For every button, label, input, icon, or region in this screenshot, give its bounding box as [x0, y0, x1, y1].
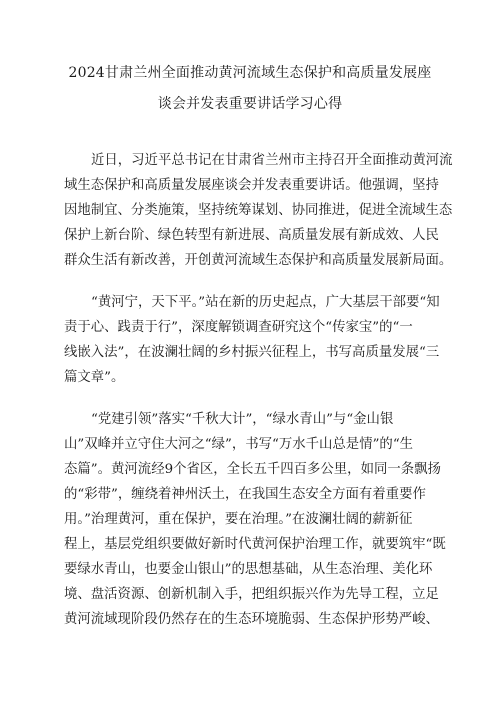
paragraph-1-line-1: 近日，习近平总书记在甘肃省兰州市主持召开全面推动黄河流 — [91, 153, 453, 168]
paragraph-3-line-2: 山”双峰并立守住大河之“绿”，书写“万水千山总是情”的“生 — [64, 437, 414, 452]
paragraph-2-line-2: 责于心、践责于行”，深度解锁调查研究这个“传家宝”的“一 — [64, 320, 413, 335]
paragraph-3-line-6: 程上，基层党组织要做好新时代黄河保护治理工作，就要筑牢“既 — [64, 537, 446, 552]
paragraph-1-line-2: 域生态保护和高质量发展座谈会并发表重要讲话。他强调，坚持 — [64, 178, 439, 193]
paragraph-3-line-9: 黄河流域现阶段仍然存在的生态环境脆弱、生态保护形势严峻、 — [64, 612, 439, 627]
paragraph-3-line-4: 的“彩带”，缠绕着神州沃土，在我国生态安全方面有着重要作 — [64, 487, 426, 502]
paragraph-1-line-3: 因地制宜、分类施策，坚持统筹谋划、协同推进，促进全流域生态 — [64, 203, 453, 218]
paragraph-2-line-1: “黄河宁，天下平。”站在新的历史起点，广大基层干部要“知 — [91, 295, 440, 310]
paragraph-2-line-4: 篇文章”。 — [64, 370, 125, 385]
paragraph-1-line-4: 保护上新台阶、绿色转型有新进展、高质量发展有新成效、人民 — [64, 228, 439, 243]
paragraph-3-line-5: 用。”治理黄河，重在保护，要在治理。”在波澜壮阔的薪新征 — [64, 512, 413, 527]
document-title-line-1: 2024甘肃兰州全面推动黄河流域生态保护和高质量发展座 — [68, 65, 432, 81]
paragraph-2-line-3: 线嵌入法”，在波澜壮阔的乡村振兴征程上，书写高质量发展“三 — [64, 345, 440, 360]
paragraph-3-line-8: 境、盘活资源、创新机制入手，把组织振兴作为先导工程，立足 — [64, 587, 439, 602]
paragraph-3-line-1: “党建引领”落实“千秋大计”，“绿水青山”与“金山银 — [91, 412, 394, 427]
paragraph-1-line-5: 群众生活有新改善，开创黄河流域生态保护和高质量发展新局面。 — [64, 253, 453, 268]
paragraph-3-line-3: 态篇”。黄河流经9个省区，全长五千四百多公里，如同一条飘扬 — [64, 462, 441, 477]
document-title-line-2: 谈会并发表重要讲话学习心得 — [157, 96, 343, 112]
paragraph-3-line-7: 要绿水青山，也要金山银山”的思想基础，从生态治理、美化环 — [64, 562, 433, 577]
